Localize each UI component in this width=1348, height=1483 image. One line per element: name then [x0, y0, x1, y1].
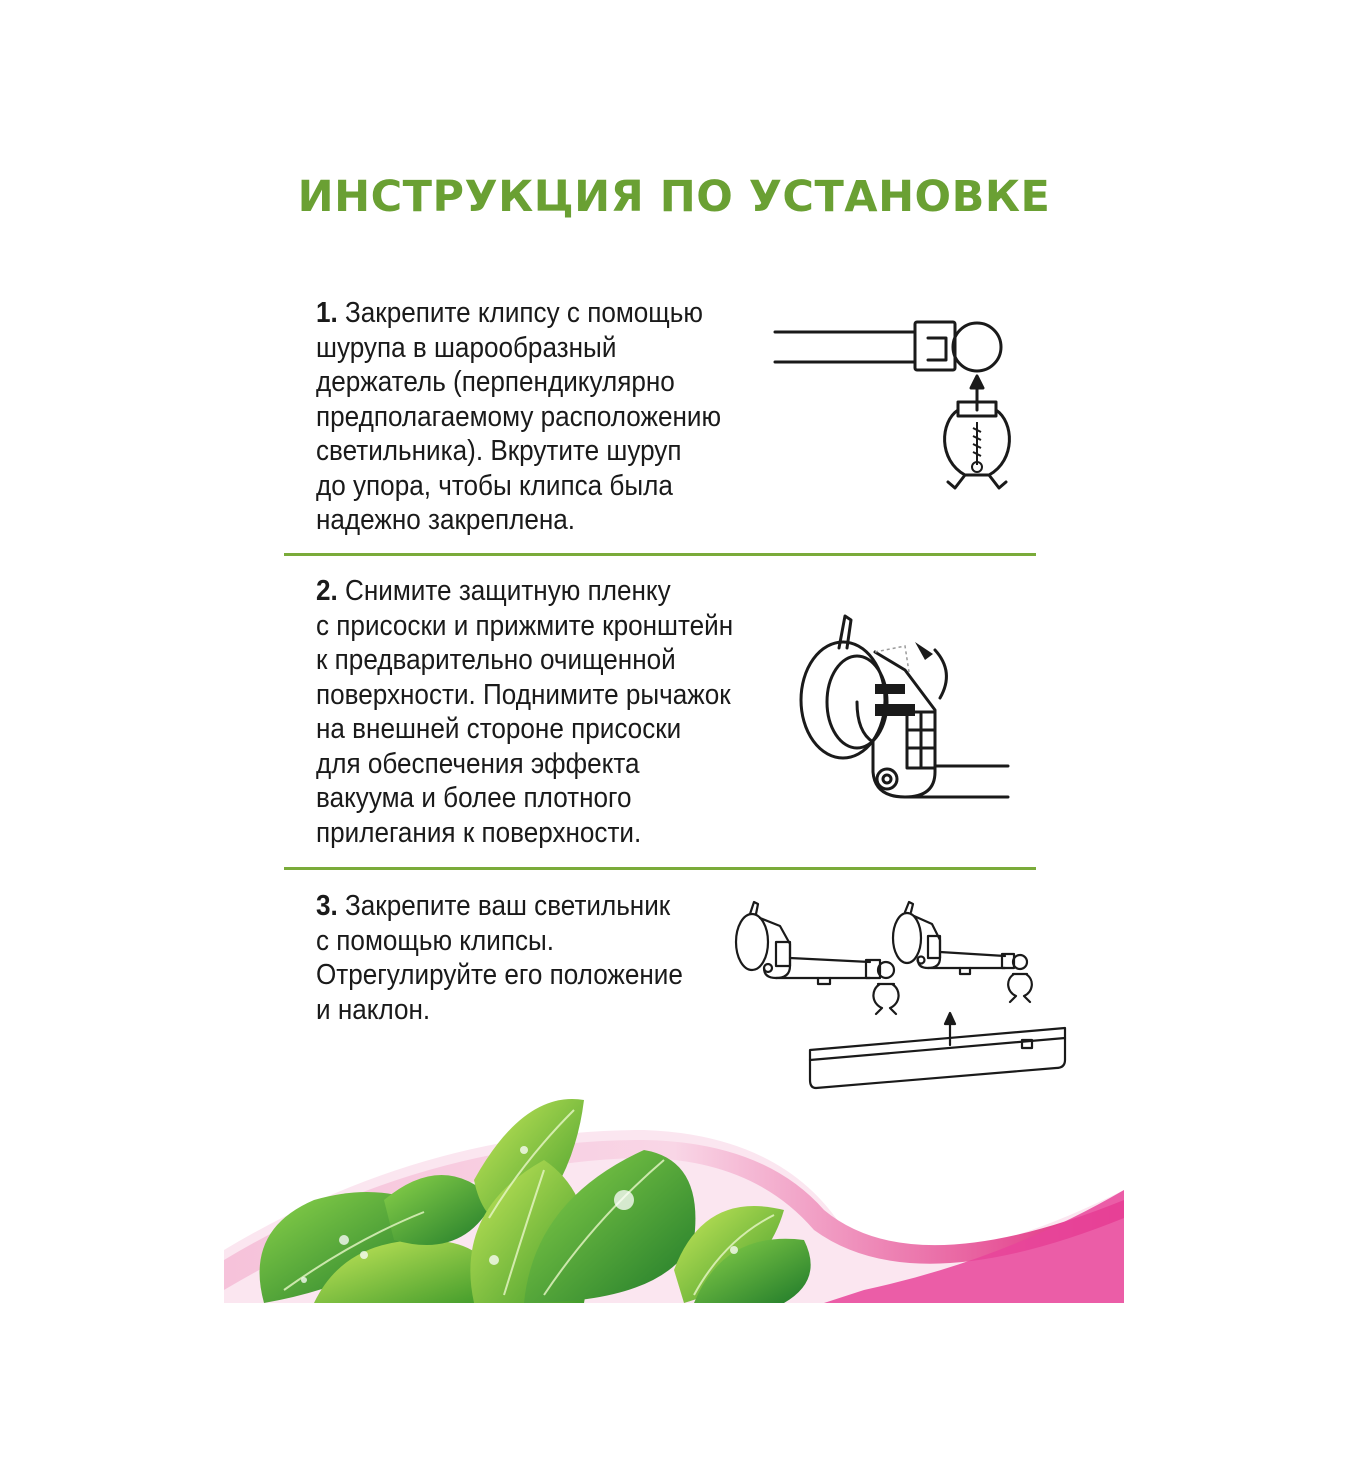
- divider: [284, 867, 1036, 870]
- suction-cup-lever-icon: [795, 612, 1015, 807]
- lamp-mounting-icon: [730, 900, 1075, 1095]
- leaves-banner-icon: [224, 1090, 1124, 1303]
- leaves-banner: [224, 1090, 1124, 1303]
- step-number: 2.: [316, 575, 338, 607]
- step-2-text: 2. Снимите защитную пленку с присоски и прижмите кронштейн к предварительно очищенной поверхности. Поднимите рычажок на внешней стороне присоски для обеспечения эффекта вакуума и более плотного прилегания к поверхности.: [316, 575, 734, 849]
- step-number: 3.: [316, 890, 338, 922]
- clip-screw-ball-holder-icon: [770, 310, 1020, 500]
- divider: [284, 553, 1036, 556]
- step-1-text: 1. Закрепите клипсу с помощью шурупа в шарообразный держатель (перпендикулярно предполагаемому расположению светильника). Вкрутите шуруп до упора, чтобы клипса была надежно закреплена.: [316, 297, 722, 536]
- step-3-text: 3. Закрепите ваш светильник с помощью клипсы. Отрегулируйте его положение и наклон.: [316, 890, 683, 1026]
- step-number: 1.: [316, 297, 338, 329]
- page-title: ИНСТРУКЦИЯ ПО УСТАНОВКЕ: [297, 172, 1051, 222]
